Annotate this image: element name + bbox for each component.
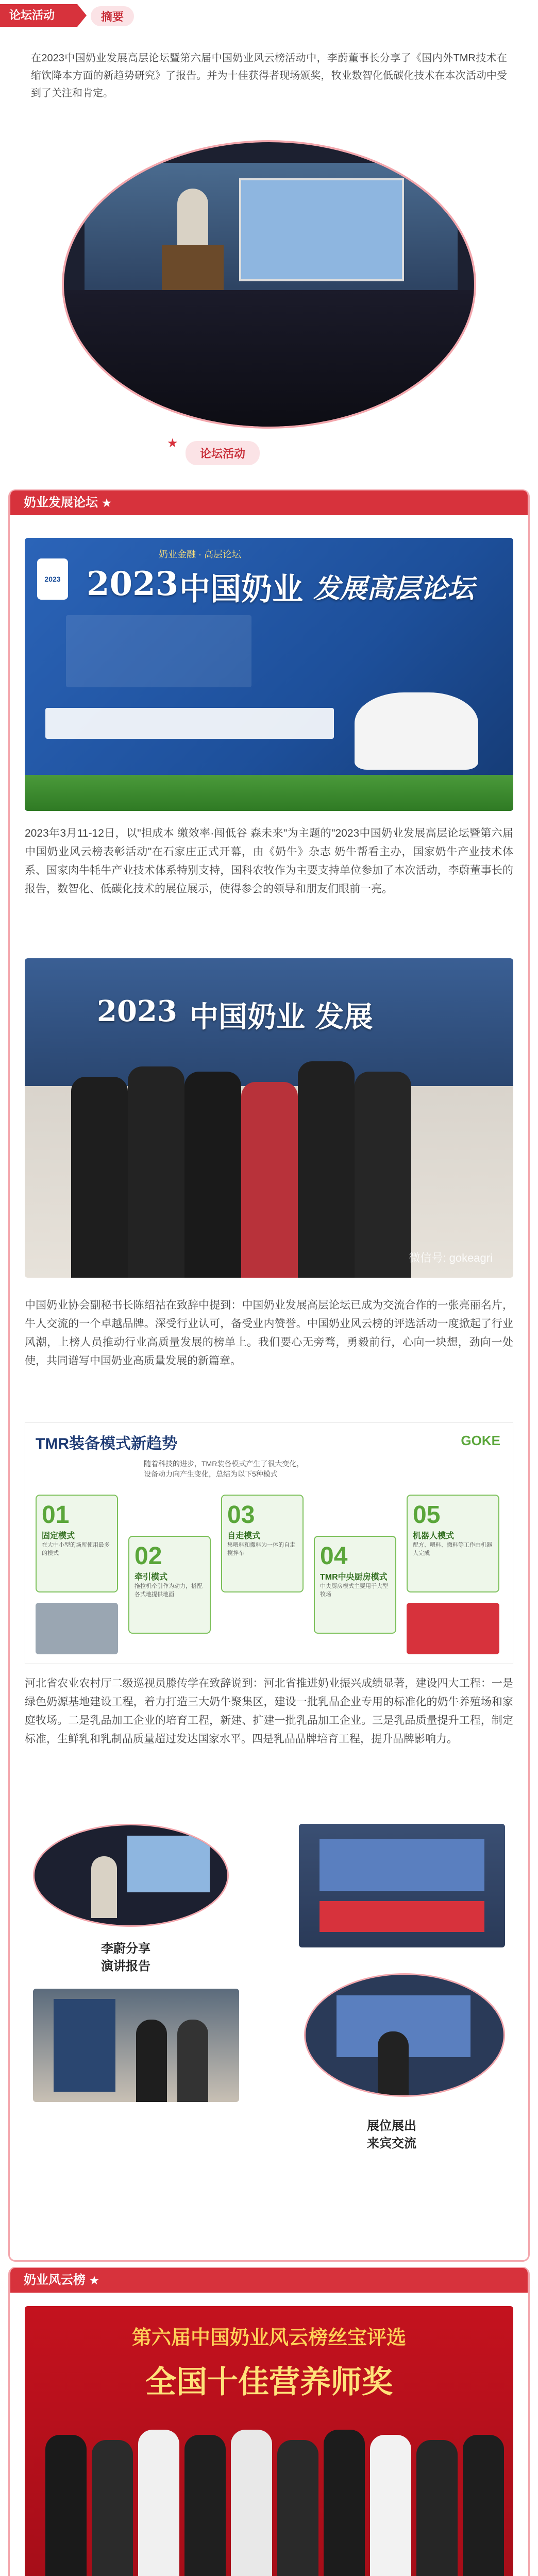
caption-speech-line-1: 李蔚分享 <box>101 1942 150 1956</box>
banner-grass <box>25 775 513 811</box>
tmr-trends-figure <box>25 1422 513 1664</box>
tmr-mode-card <box>407 1495 499 1592</box>
forum-para-1: 2023年3月11-12日，以"担成本 缴效率·闯低谷 森未来"为主题的"2023中国奶业发展高层论坛暨第六届中国奶业风云榜表彰活动"在石家庄正式开幕，由《奶牛》杂志 奶牛帮看主办，国家奶牛产业技术体系、国家肉牛牦牛产业技术体系特别支持，国科农牧作为主要支持单位参加了本次活动，李蔚董事长的报告，数智化、低碳化技术的展位展示，使得参会的领导和朋友们眼前一亮。 <box>25 827 513 895</box>
award-banner-line-1: 第六届中国奶业风云榜丝宝评选 <box>131 2326 406 2349</box>
group-photo-title: 中国奶业 发展 <box>190 1000 373 1034</box>
caption-booth-line-2: 来宾交流 <box>367 2137 416 2150</box>
tmr-subtitle <box>144 1459 304 1479</box>
tmr-mode-label: 牵引模式 <box>134 1573 168 1582</box>
tmr-mode-number: 04 <box>320 1543 348 1570</box>
banner-small-title: 奶业金融 · 高层论坛 <box>159 549 241 560</box>
tmr-mode-number: 01 <box>42 1501 70 1529</box>
summary-pill-label: 摘要 <box>101 10 124 23</box>
award-group-photo <box>25 2306 513 2576</box>
tmr-mode-number: 05 <box>413 1501 441 1529</box>
star-icon: ★ <box>102 498 111 509</box>
banner-title-script: 发展高层论坛 <box>313 573 475 604</box>
tmr-mode-desc: 中央厨房模式主要用于大型牧场 <box>320 1583 388 1598</box>
forum-para-3: 河北省农业农村厅二级巡视员滕传学在致辞说到：河北省推进奶业振兴成绩显著，建设四大工程：一是绿色奶源基地建设工程，着力打造三大奶牛聚集区，建设一批乳品企业专用的标准化的奶牛养殖场和家庭牧场。二是乳品加工企业的培育工程，新建、扩建一批乳品加工企业。三是乳品质量提升工程，制定标准，生鲜乳和乳制品质量超过发达国家水平。四是乳品品牌培育工程，提升品牌影响力。 <box>25 1677 513 1745</box>
event-logo-text: 2023 <box>44 575 61 583</box>
group-photo-year: 2023 <box>97 994 177 1028</box>
caption-speech <box>64 1940 188 1975</box>
forum-section-header <box>10 490 528 515</box>
tmr-subtitle-line-1: 随着科技的进步，TMR装备模式产生了很大变化， <box>144 1460 304 1468</box>
tmr-mode-desc: 拖拉机牵引作为动力，搭配各式地提供地面 <box>134 1583 203 1598</box>
tmr-mode-label: TMR中央厨房模式 <box>320 1573 388 1582</box>
tmr-mode-card <box>128 1536 211 1634</box>
tmr-mode-number: 03 <box>227 1501 255 1529</box>
speech-circle-photo <box>33 1824 229 1927</box>
mixer-machine-illustration <box>407 1603 499 1654</box>
forum-section-title: 奶业发展论坛 <box>24 496 98 510</box>
goke-logo: GOKE <box>461 1433 500 1448</box>
group-photo <box>25 958 513 1278</box>
circle-label-pill <box>186 441 260 465</box>
forum-intro-text: 在2023中国奶业发展高层论坛暨第六届中国奶业风云榜活动中，李蔚董事长分享了《国内外TMR技术在缩饮降本方面的新趋势研究》了报告。并为十佳获得者现场颁奖，牧业数智化低碳化技术在本次活动中受到了关注和肯定。 <box>31 53 507 99</box>
wechat-watermark: 微信号: gokeagri <box>409 1251 493 1264</box>
tmr-subtitle-line-2: 设备动力向产生变化，总结为以下5种模式 <box>144 1470 278 1478</box>
tmr-mode-card <box>36 1495 118 1592</box>
presentation-screen <box>239 178 404 281</box>
forum-banner <box>25 538 513 811</box>
tmr-mode-card <box>221 1495 304 1592</box>
section-tag-forum-activity <box>0 4 77 27</box>
summary-pill <box>91 6 134 26</box>
cow-illustration <box>355 692 478 770</box>
wind-section-title: 奶业风云榜 <box>24 2273 86 2287</box>
tmr-mode-label: 机器人模式 <box>413 1532 455 1540</box>
caption-booth-line-1: 展位展出 <box>367 2119 416 2133</box>
banner-title-main: 中国奶业 <box>179 571 303 607</box>
section-tag-label: 论坛活动 <box>9 9 55 22</box>
podium <box>162 245 224 297</box>
tmr-title: TMR装备模式新趋势 <box>36 1435 177 1452</box>
banner-info-block <box>66 615 251 687</box>
event-logo <box>37 558 68 600</box>
tmr-mode-number: 02 <box>134 1543 162 1570</box>
circle-label: 论坛活动 <box>200 447 246 460</box>
tmr-mode-label: 自走模式 <box>227 1532 261 1540</box>
caption-speech-line-2: 演讲报告 <box>101 1959 150 1973</box>
forum-para-2: 中国奶业协会副秘书长陈绍祜在致辞中提到：中国奶业发展高层论坛已成为交流合作的一张亮丽名片，牛人交流的一个卓越品牌。深受行业认可，备受业内赞誉。中国奶业风云榜的评选活动一度掀起了行业风潮，上榜人员推动行业高质量发展的榜单上。我们要心无旁骛，勇毅前行，心向一块想，劲向一处使，共同谱写中国奶业高质量发展的新篇章。 <box>25 1299 513 1367</box>
wind-section-header <box>10 2268 528 2293</box>
tmr-mode-card <box>314 1536 396 1634</box>
tmr-mode-desc: 集喂料和撒料为一体的自走搅拌车 <box>227 1542 295 1556</box>
award-banner-line-2: 全国十佳营养师奖 <box>145 2364 393 2400</box>
booth-photo-2 <box>33 1989 239 2102</box>
audience <box>64 290 474 427</box>
speaker-circle-photo <box>62 140 476 429</box>
tmr-mode-label: 固定模式 <box>42 1532 75 1540</box>
sponsor-logos-row <box>45 708 334 739</box>
tmr-mode-desc: 配方、喂料、撒料等工作由机器人完成 <box>413 1542 492 1556</box>
tmr-mode-desc: 在大中小型的场所使用最多的模式 <box>42 1542 110 1556</box>
booth-photo-1 <box>299 1824 505 1947</box>
caption-booth <box>330 2117 453 2153</box>
feed-facility-illustration <box>36 1603 118 1654</box>
star-icon: ★ <box>90 2275 99 2286</box>
exchange-circle-photo <box>304 1973 505 2097</box>
star-icon: ★ <box>167 436 178 450</box>
banner-year: 2023 <box>87 565 179 603</box>
